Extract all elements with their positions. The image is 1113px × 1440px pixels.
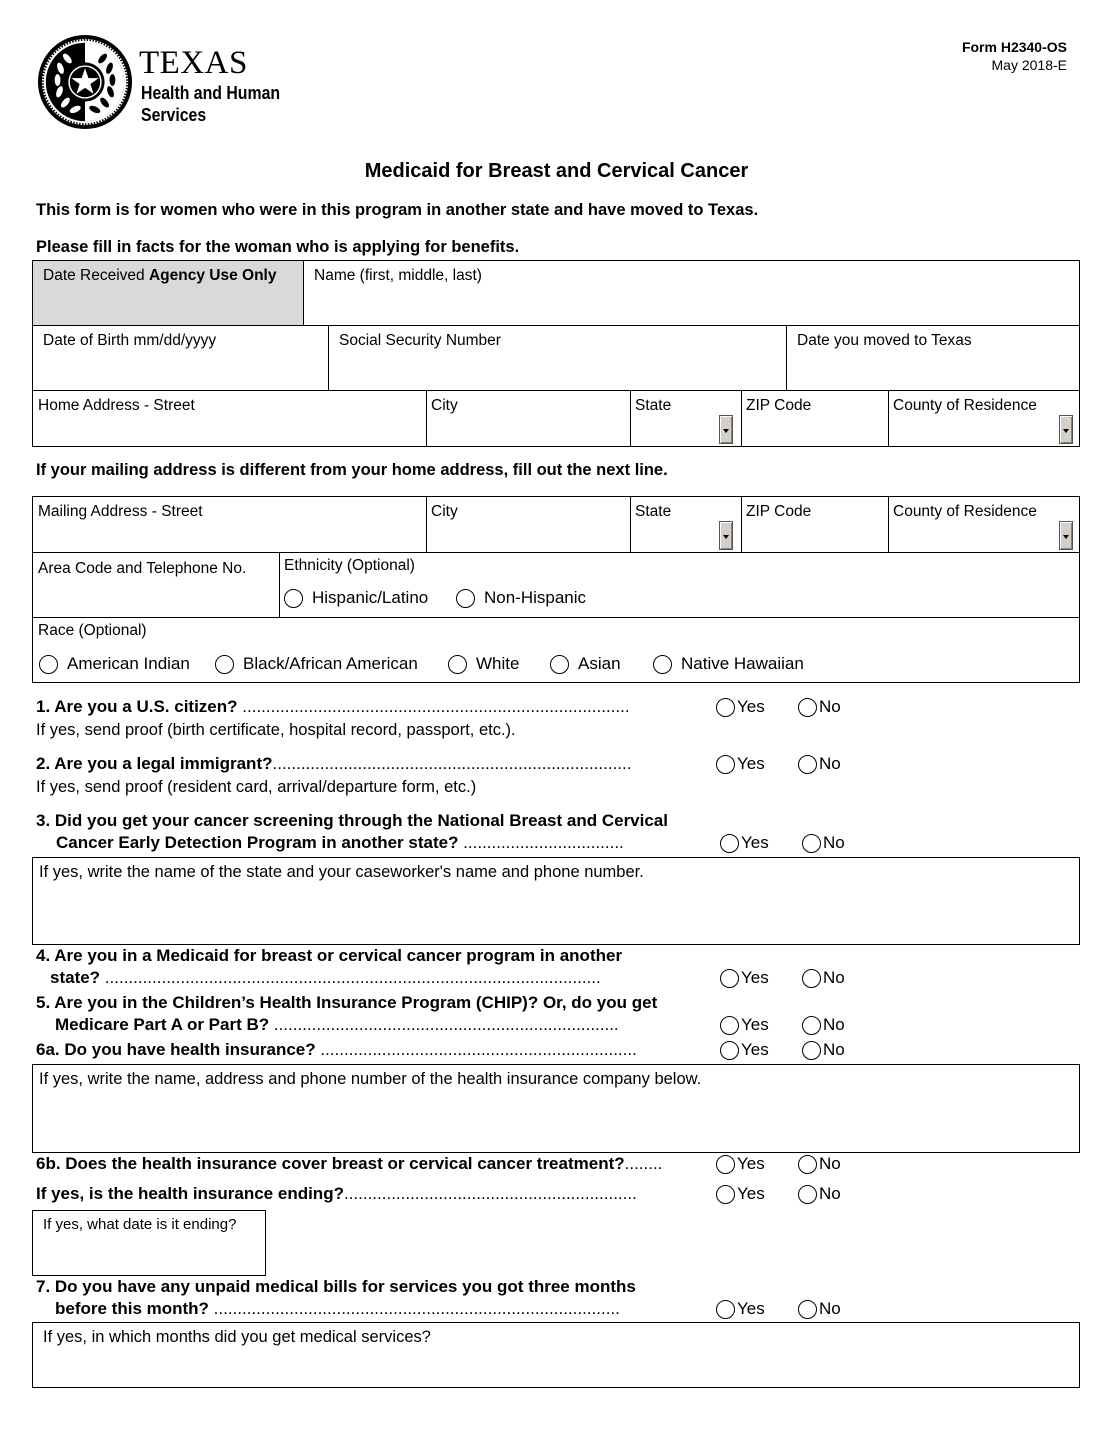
no-label: No	[819, 1299, 841, 1318]
ssn-field[interactable]	[329, 326, 787, 391]
race-option-label: Native Hawaiian	[681, 654, 804, 673]
radio-button[interactable]	[716, 1155, 735, 1174]
insurance-end-date-field[interactable]	[32, 1210, 266, 1276]
ethnicity-option-non-hispanic[interactable]	[456, 588, 586, 608]
phone-field[interactable]	[33, 553, 280, 618]
q6c-yes-option[interactable]	[716, 1184, 765, 1204]
mailing-state-dropdown-button[interactable]	[719, 521, 733, 550]
race-option-native-hawaiian[interactable]	[653, 654, 804, 674]
leader-dots: .........................................................................................................	[100, 968, 601, 987]
question-7-line1	[36, 1277, 636, 1297]
radio-button[interactable]	[550, 655, 569, 674]
question-6c	[36, 1184, 637, 1204]
question-5-line2	[55, 1015, 619, 1035]
mailing-address-note: If your mailing address is different from your home address, fill out the next line.	[36, 461, 668, 479]
yes-label: Yes	[741, 968, 769, 987]
home-zip-label: ZIP Code	[746, 397, 812, 414]
date-received-label	[43, 267, 276, 285]
question-5-text: 5. Are you in the Children’s Health Insurance Program (CHIP)? Or, do you get	[36, 993, 658, 1012]
question-7-line2	[55, 1299, 620, 1319]
q3-details-label: If yes, write the name of the state and your caseworker's name and phone number.	[39, 863, 644, 881]
radio-button[interactable]	[798, 1155, 817, 1174]
race-option-label: Asian	[578, 654, 621, 673]
question-6c-text: If yes, is the health insurance ending?	[36, 1184, 344, 1203]
logo-subtitle-line2: Services	[141, 105, 207, 125]
q2-yes-option[interactable]	[716, 754, 765, 774]
mailing-street-label: Mailing Address - Street	[38, 503, 203, 520]
radio-button[interactable]	[802, 834, 821, 853]
radio-button[interactable]	[716, 698, 735, 717]
leader-dots: ..................................	[458, 833, 624, 852]
race-option-white[interactable]	[448, 654, 519, 674]
mailing-info-table	[32, 496, 1080, 683]
q3-yes-option[interactable]	[720, 833, 769, 853]
home-county-label: County of Residence	[893, 397, 1037, 414]
q4-no-option[interactable]	[802, 968, 845, 988]
page-title: Medicaid for Breast and Cervical Cancer	[364, 160, 749, 182]
home-state-dropdown-button[interactable]	[719, 415, 733, 444]
radio-button[interactable]	[456, 589, 475, 608]
question-7-text-cont: before this month?	[55, 1299, 209, 1318]
q5-no-option[interactable]	[802, 1015, 845, 1035]
leader-dots: ............................................................................	[272, 754, 632, 773]
q6a-no-option[interactable]	[802, 1040, 845, 1060]
race-option-label: White	[476, 654, 520, 673]
home-state-select[interactable]	[631, 391, 742, 447]
mailing-street-field[interactable]	[33, 497, 427, 553]
leader-dots: ......................................................................................	[208, 1299, 620, 1318]
race-option-asian[interactable]	[550, 654, 621, 674]
question-3-text: 3. Did you get your cancer screening through the National Breast and Cervical	[36, 811, 668, 830]
logo-texas-text: TEXAS	[139, 45, 248, 81]
radio-button[interactable]	[798, 1185, 817, 1204]
radio-button[interactable]	[720, 834, 739, 853]
yes-label: Yes	[737, 697, 765, 716]
home-city-label: City	[431, 397, 458, 414]
race-option-american-indian[interactable]	[39, 654, 190, 674]
no-label: No	[819, 754, 841, 773]
leader-dots: ...................................................................	[315, 1040, 637, 1059]
question-3-line2	[56, 833, 624, 853]
q3-details-textarea[interactable]	[32, 857, 1080, 945]
date-received-field	[33, 261, 304, 326]
radio-button[interactable]	[720, 969, 739, 988]
insurance-end-date-label: If yes, what date is it ending?	[43, 1216, 237, 1233]
ethnicity-option-label: Non-Hispanic	[484, 588, 587, 607]
applicant-info-table	[32, 260, 1080, 447]
home-street-field[interactable]	[33, 391, 427, 447]
leader-dots: ..............................................................	[343, 1184, 637, 1203]
no-label: No	[819, 1184, 841, 1203]
home-county-select[interactable]	[889, 391, 1080, 447]
no-label: No	[823, 1040, 845, 1059]
radio-button[interactable]	[716, 1185, 735, 1204]
radio-button[interactable]	[798, 755, 817, 774]
mailing-county-select[interactable]	[889, 497, 1080, 553]
question-6b	[36, 1154, 662, 1174]
home-city-field[interactable]	[427, 391, 631, 447]
no-label: No	[819, 1154, 841, 1173]
ssn-label: Social Security Number	[339, 332, 501, 349]
q6a-details-label: If yes, write the name, address and phone number of the health insurance company below.	[39, 1070, 702, 1088]
question-1-text: 1. Are you a U.S. citizen?	[36, 697, 238, 716]
question-2-text: 2. Are you a legal immigrant?	[36, 754, 273, 773]
mailing-zip-label: ZIP Code	[746, 503, 812, 520]
home-state-label: State	[635, 397, 672, 414]
texas-seal-star-icon	[36, 33, 134, 131]
leader-dots: .........................................................................	[269, 1015, 619, 1034]
question-6a	[36, 1040, 637, 1060]
form-date: May 2018-E	[991, 57, 1067, 73]
question-1	[36, 697, 630, 717]
radio-button[interactable]	[448, 655, 467, 674]
radio-button[interactable]	[798, 1300, 817, 1319]
logo-subtitle	[141, 82, 280, 126]
q6a-yes-option[interactable]	[720, 1040, 769, 1060]
race-label: Race (Optional)	[38, 622, 147, 639]
question-3-text-cont: Cancer Early Detection Program in another state?	[56, 833, 459, 852]
race-option-label: Black/African American	[243, 654, 418, 673]
yes-label: Yes	[737, 754, 765, 773]
leader-dots: ........	[624, 1154, 663, 1173]
radio-button[interactable]	[284, 589, 303, 608]
radio-button[interactable]	[39, 655, 58, 674]
no-label: No	[823, 968, 845, 987]
q7-months-label: If yes, in which months did you get medical services?	[43, 1328, 431, 1346]
mailing-county-label: County of Residence	[893, 503, 1037, 520]
yes-label: Yes	[737, 1154, 765, 1173]
radio-button[interactable]	[802, 969, 821, 988]
leader-dots: ..................................................................................	[237, 697, 630, 716]
no-label: No	[823, 833, 845, 852]
phone-label: Area Code and Telephone No.	[38, 560, 247, 577]
date-moved-field[interactable]	[787, 326, 1080, 391]
q1-no-option[interactable]	[798, 697, 841, 717]
radio-button[interactable]	[802, 1016, 821, 1035]
q5-yes-option[interactable]	[720, 1015, 769, 1035]
no-label: No	[819, 697, 841, 716]
ethnicity-group	[280, 553, 1080, 618]
no-label: No	[823, 1015, 845, 1034]
question-6a-text: 6a. Do you have health insurance?	[36, 1040, 316, 1059]
ethnicity-option-hispanic[interactable]	[284, 588, 428, 608]
question-6b-text: 6b. Does the health insurance cover breast or cervical cancer treatment?	[36, 1154, 625, 1173]
agency-use-only-label: Agency Use Only	[148, 267, 277, 284]
name-label: Name (first, middle, last)	[314, 267, 482, 284]
question-1-note: If yes, send proof (birth certificate, hospital record, passport, etc.).	[36, 721, 516, 739]
question-3-line1	[36, 811, 668, 831]
radio-button[interactable]	[798, 698, 817, 717]
q7-yes-option[interactable]	[716, 1299, 765, 1319]
yes-label: Yes	[741, 833, 769, 852]
intro-text: This form is for women who were in this program in another state and have moved to Texas.	[36, 201, 759, 219]
race-group	[33, 618, 1080, 683]
name-field[interactable]	[304, 261, 1080, 326]
mailing-zip-field[interactable]	[742, 497, 889, 553]
yes-label: Yes	[741, 1040, 769, 1059]
radio-button[interactable]	[215, 655, 234, 674]
q6b-yes-option[interactable]	[716, 1154, 765, 1174]
q6c-no-option[interactable]	[798, 1184, 841, 1204]
mailing-county-dropdown-button[interactable]	[1059, 521, 1073, 550]
q3-no-option[interactable]	[802, 833, 845, 853]
form-number: Form H2340-OS	[961, 39, 1067, 55]
mailing-state-label: State	[635, 503, 672, 520]
yes-label: Yes	[737, 1184, 765, 1203]
q1-yes-option[interactable]	[716, 697, 765, 717]
question-2	[36, 754, 631, 774]
ethnicity-option-label: Hispanic/Latino	[312, 588, 429, 607]
radio-button[interactable]	[653, 655, 672, 674]
mailing-city-label: City	[431, 503, 458, 520]
date-moved-label: Date you moved to Texas	[797, 332, 972, 349]
race-option-label: American Indian	[67, 654, 190, 673]
question-4-text: 4. Are you in a Medicaid for breast or cervical cancer program in another	[36, 946, 623, 965]
yes-label: Yes	[741, 1015, 769, 1034]
radio-button[interactable]	[720, 1016, 739, 1035]
instructions-text: Please fill in facts for the woman who is applying for benefits.	[36, 238, 520, 256]
mailing-city-field[interactable]	[427, 497, 631, 553]
home-street-label: Home Address - Street	[38, 397, 195, 414]
question-4-line2	[50, 968, 601, 988]
yes-label: Yes	[737, 1299, 765, 1318]
question-4-text-cont: state?	[50, 968, 101, 987]
radio-button[interactable]	[720, 1041, 739, 1060]
question-5-text-cont: Medicare Part A or Part B?	[55, 1015, 270, 1034]
q2-no-option[interactable]	[798, 754, 841, 774]
q7-months-textarea[interactable]	[32, 1322, 1080, 1388]
q7-no-option[interactable]	[798, 1299, 841, 1319]
radio-button[interactable]	[802, 1041, 821, 1060]
date-of-birth-label: Date of Birth mm/dd/yyyy	[43, 332, 217, 349]
home-county-dropdown-button[interactable]	[1059, 415, 1073, 444]
race-option-black-african-american[interactable]	[215, 654, 418, 674]
form-identifier	[962, 38, 1067, 74]
date-of-birth-field[interactable]	[33, 326, 329, 391]
question-4-line1	[36, 946, 622, 966]
date-received-label-text: Date Received	[43, 267, 149, 284]
question-5-line1	[36, 993, 657, 1013]
q6b-no-option[interactable]	[798, 1154, 841, 1174]
question-7-text: 7. Do you have any unpaid medical bills for services you got three months	[36, 1277, 636, 1296]
home-zip-field[interactable]	[742, 391, 889, 447]
question-2-note: If yes, send proof (resident card, arrival/departure form, etc.)	[36, 778, 477, 796]
q4-yes-option[interactable]	[720, 968, 769, 988]
logo-subtitle-line1: Health and Human	[141, 83, 281, 103]
mailing-state-select[interactable]	[631, 497, 742, 553]
radio-button[interactable]	[716, 1300, 735, 1319]
radio-button[interactable]	[716, 755, 735, 774]
ethnicity-label: Ethnicity (Optional)	[284, 557, 415, 574]
q6a-details-textarea[interactable]	[32, 1064, 1080, 1153]
